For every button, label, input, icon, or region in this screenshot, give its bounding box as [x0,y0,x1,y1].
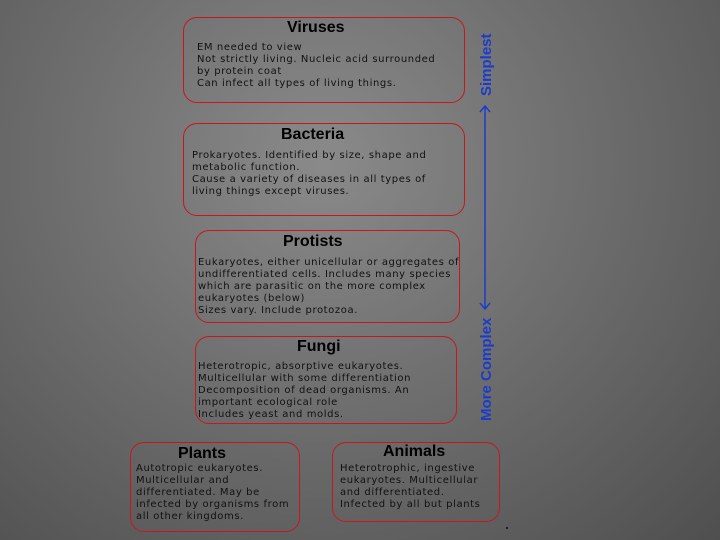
bacteria-text: Prokaryotes. Identified by size, shape and metabolic function. Cause a variety of diseases in all types of living things except viruses. [192,150,427,197]
slide-marker-dot [506,527,508,529]
plants-title: Plants [178,445,227,462]
animals-title: Animals [383,443,446,460]
bacteria-title: Bacteria [281,126,345,143]
fungi-text: Heterotropic, absorptive eukaryotes. Multicellular with some differentiation Decomposition of dead organisms. An important ecological role Includes yeast and molds. [198,361,412,420]
plants-text: Autotropic eukaryotes. Multicellular and differentiated. May be infected by organisms from all other kingdoms. [136,463,290,522]
protists-title: Protists [283,233,343,250]
simplest-label: Simplest [478,33,495,96]
animals-text: Heterotrophic, ingestive eukaryotes. Multicellular and differentiated. Infected by all but plants [340,463,481,510]
viruses-title: Viruses [287,19,345,36]
complexity-axis-arrow [472,100,498,315]
more-complex-label: More Complex [478,317,495,421]
viruses-text: EM needed to view Not strictly living. Nucleic acid surrounded by protein coat Can infect all types of living things. [197,42,436,89]
fungi-title: Fungi [297,338,341,355]
protists-text: Eukaryotes, either unicellular or aggregates of undifferentiated cells. Includes many species which are parasitic on the more complex eukaryotes (below) Sizes vary. Include protozoa. [198,257,460,316]
